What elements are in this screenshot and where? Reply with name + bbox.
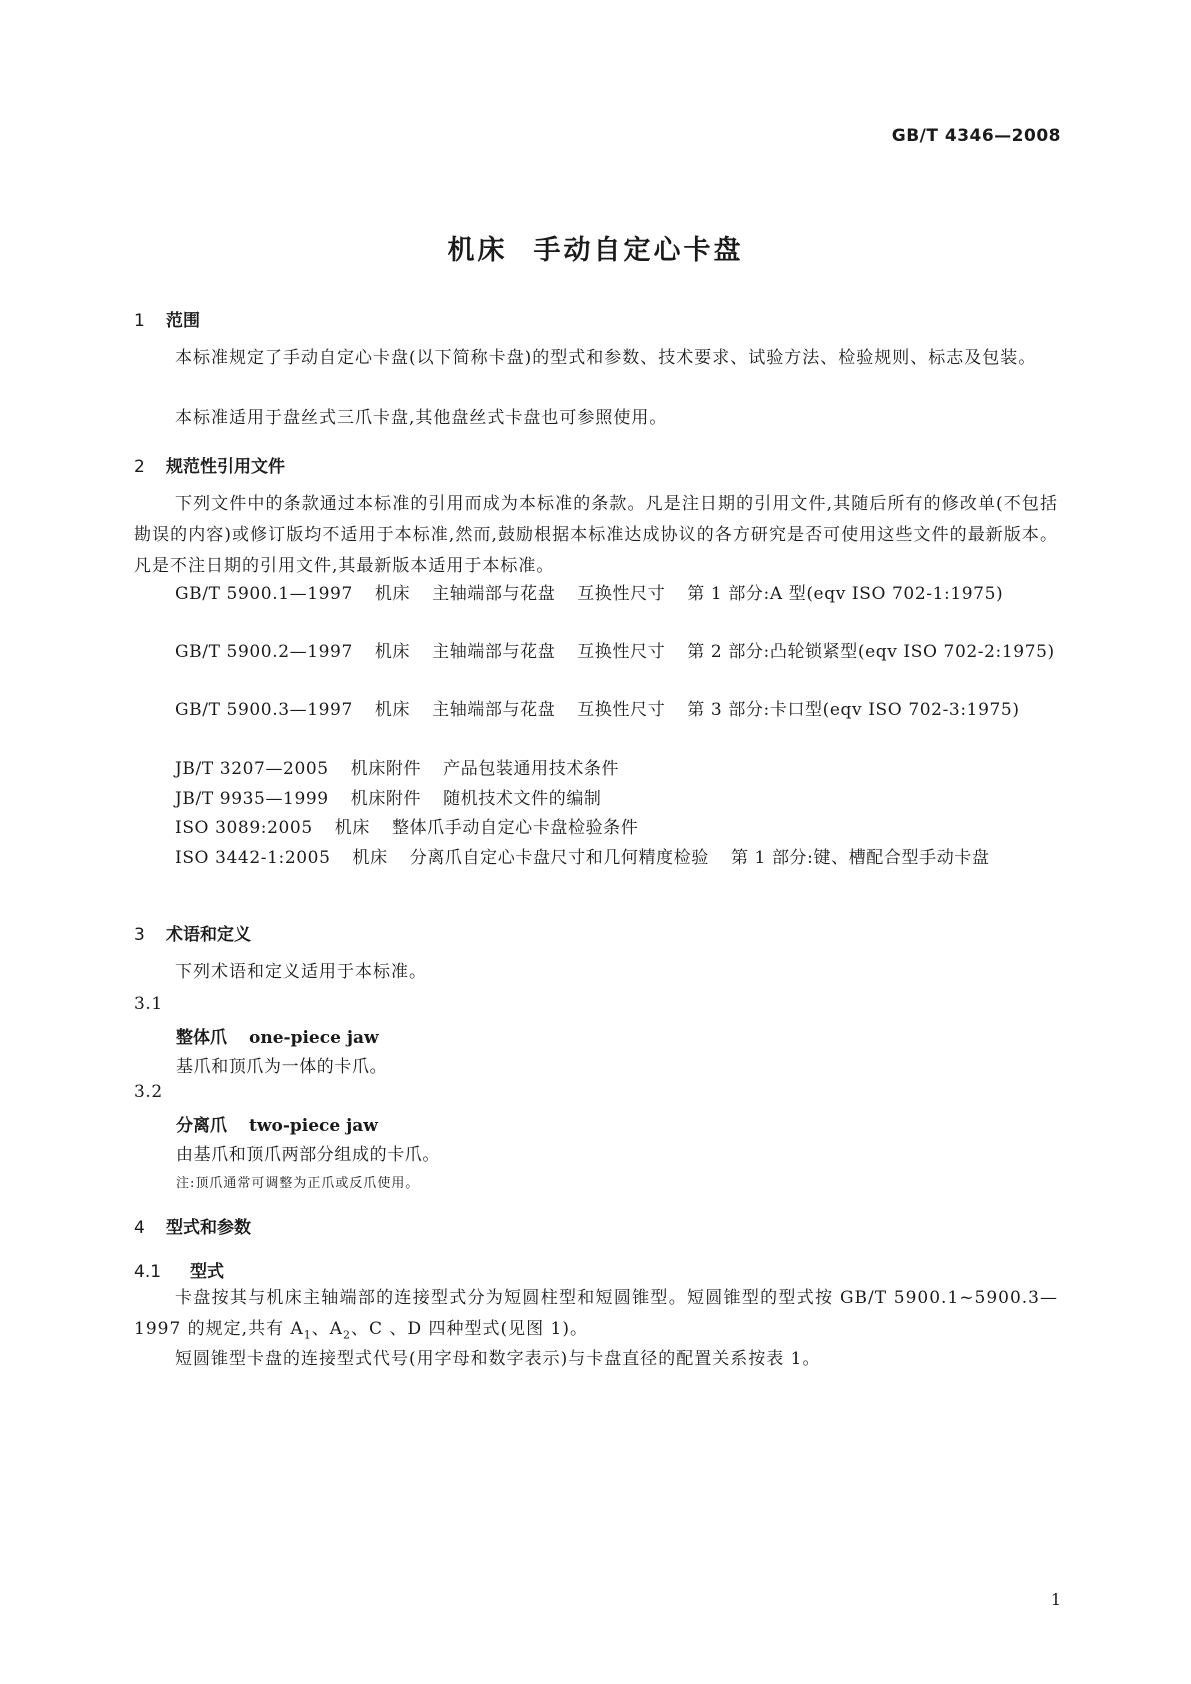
section-number: 4 xyxy=(134,1218,145,1238)
section-number: 3 xyxy=(134,925,145,945)
section-4-heading xyxy=(134,1213,251,1238)
ref-code: ISO 3089:2005 xyxy=(175,818,313,838)
text-run: 卡盘按其与机床主轴端部的连接型式分为短圆柱型和短圆锥型。短圆锥型的型式按 GB/T 5900.1~5900.3—1997 的规定,共有 A xyxy=(134,1288,1058,1339)
title-part-2: 手动自定心卡盘 xyxy=(533,235,744,266)
ref-code: GB/T 5900.1—1997 xyxy=(175,584,353,604)
ref-part: 产品包装通用技术条件 xyxy=(443,759,620,779)
term-english: two-piece jaw xyxy=(249,1116,378,1136)
reference-item xyxy=(134,754,1058,785)
ref-part: 互换性尺寸 xyxy=(577,584,666,604)
reference-item xyxy=(134,579,1058,610)
section-number: 1 xyxy=(134,311,145,331)
reference-item xyxy=(134,695,1058,726)
section-number: 2 xyxy=(134,457,145,477)
term-chinese: 分离爪 xyxy=(176,1116,227,1136)
reference-item xyxy=(134,784,1058,815)
ref-part: 机床 xyxy=(374,700,411,720)
standard-code: GB/T 4346—2008 xyxy=(891,126,1061,146)
section-3-paragraph-1: 下列术语和定义适用于本标准。 xyxy=(175,962,427,982)
subsection-number: 4.1 xyxy=(134,1262,162,1282)
ref-part: 随机技术文件的编制 xyxy=(443,789,602,809)
ref-part: 机床附件 xyxy=(350,789,422,809)
ref-part: 第 3 部分:卡口型(eqv ISO 702-3:1975) xyxy=(687,700,1020,720)
ref-code: ISO 3442-1:2005 xyxy=(175,848,331,868)
page-number: 1 xyxy=(1050,1590,1061,1609)
ref-part: 第 2 部分:凸轮锁紧型(eqv ISO 702-2:1975) xyxy=(687,642,1055,662)
term-number: 3.2 xyxy=(134,1082,163,1102)
ref-code: JB/T 3207—2005 xyxy=(175,759,329,779)
section-2-paragraph-1: 下列文件中的条款通过本标准的引用而成为本标准的条款。凡是注日期的引用文件,其随后所有的修改单(不包括勘误的内容)或修订版均不适用于本标准,然而,鼓励根据本标准达成协议的各方研究是否可使用这些文件的最新版本。凡是不注日期的引用文件,其最新版本适用于本标准。 xyxy=(134,494,1058,576)
ref-part: 分离爪自定心卡盘尺寸和几何精度检验 xyxy=(409,848,709,868)
subsection-title: 型式 xyxy=(190,1262,224,1282)
section-3-heading xyxy=(134,920,251,945)
ref-part: 机床 xyxy=(374,584,411,604)
ref-code: JB/T 9935—1999 xyxy=(175,789,329,809)
title-part-1: 机床 xyxy=(447,235,508,266)
document-title xyxy=(0,228,1191,267)
section-title: 术语和定义 xyxy=(166,925,251,945)
reference-item xyxy=(134,813,1058,844)
subsection-4-1-heading xyxy=(134,1257,224,1282)
ref-part: 第 1 部分:键、槽配合型手动卡盘 xyxy=(730,848,990,868)
section-title: 规范性引用文件 xyxy=(166,457,285,477)
ref-part: 机床 xyxy=(374,642,411,662)
term-heading xyxy=(176,1111,378,1136)
ref-part: 主轴端部与花盘 xyxy=(432,700,556,720)
ref-part: 主轴端部与花盘 xyxy=(432,584,556,604)
section-1-paragraph-1: 本标准规定了手动自定心卡盘(以下简称卡盘)的型式和参数、技术要求、试验方法、检验规则、标志及包装。 xyxy=(175,348,1037,368)
subsection-4-1-paragraph-2: 短圆锥型卡盘的连接型式代号(用字母和数字表示)与卡盘直径的配置关系按表 1。 xyxy=(175,1349,821,1369)
section-1-paragraph-2: 本标准适用于盘丝式三爪卡盘,其他盘丝式卡盘也可参照使用。 xyxy=(175,408,668,428)
ref-part: 整体爪手动自定心卡盘检验条件 xyxy=(391,818,639,838)
ref-part: 机床附件 xyxy=(350,759,422,779)
ref-part: 互换性尺寸 xyxy=(577,700,666,720)
ref-code: GB/T 5900.3—1997 xyxy=(175,700,353,720)
term-number: 3.1 xyxy=(134,994,163,1014)
term-definition: 由基爪和顶爪两部分组成的卡爪。 xyxy=(176,1145,440,1165)
ref-part: 第 1 部分:A 型(eqv ISO 702-1:1975) xyxy=(687,584,1004,604)
section-title: 型式和参数 xyxy=(166,1218,251,1238)
subscript: 2 xyxy=(343,1328,352,1342)
reference-item xyxy=(134,637,1058,668)
term-chinese: 整体爪 xyxy=(176,1028,227,1048)
text-run: 、A xyxy=(311,1319,344,1339)
ref-part: 主轴端部与花盘 xyxy=(432,642,556,662)
ref-part: 机床 xyxy=(352,848,388,868)
ref-code: GB/T 5900.2—1997 xyxy=(175,642,353,662)
reference-item xyxy=(134,843,1058,874)
subscript: 1 xyxy=(303,1328,312,1342)
term-heading xyxy=(176,1023,379,1048)
term-note: 注:顶爪通常可调整为正爪或反爪使用。 xyxy=(176,1176,420,1191)
subsection-4-1-paragraph-1 xyxy=(134,1283,1058,1350)
ref-part: 机床 xyxy=(334,818,370,838)
section-2-heading xyxy=(134,452,285,477)
term-english: one-piece jaw xyxy=(249,1028,379,1048)
text-run: 、C 、D 四种型式(见图 1)。 xyxy=(351,1319,588,1339)
section-title: 范围 xyxy=(166,311,200,331)
ref-part: 互换性尺寸 xyxy=(577,642,666,662)
section-1-heading xyxy=(134,306,200,331)
term-definition: 基爪和顶爪为一体的卡爪。 xyxy=(176,1057,388,1077)
